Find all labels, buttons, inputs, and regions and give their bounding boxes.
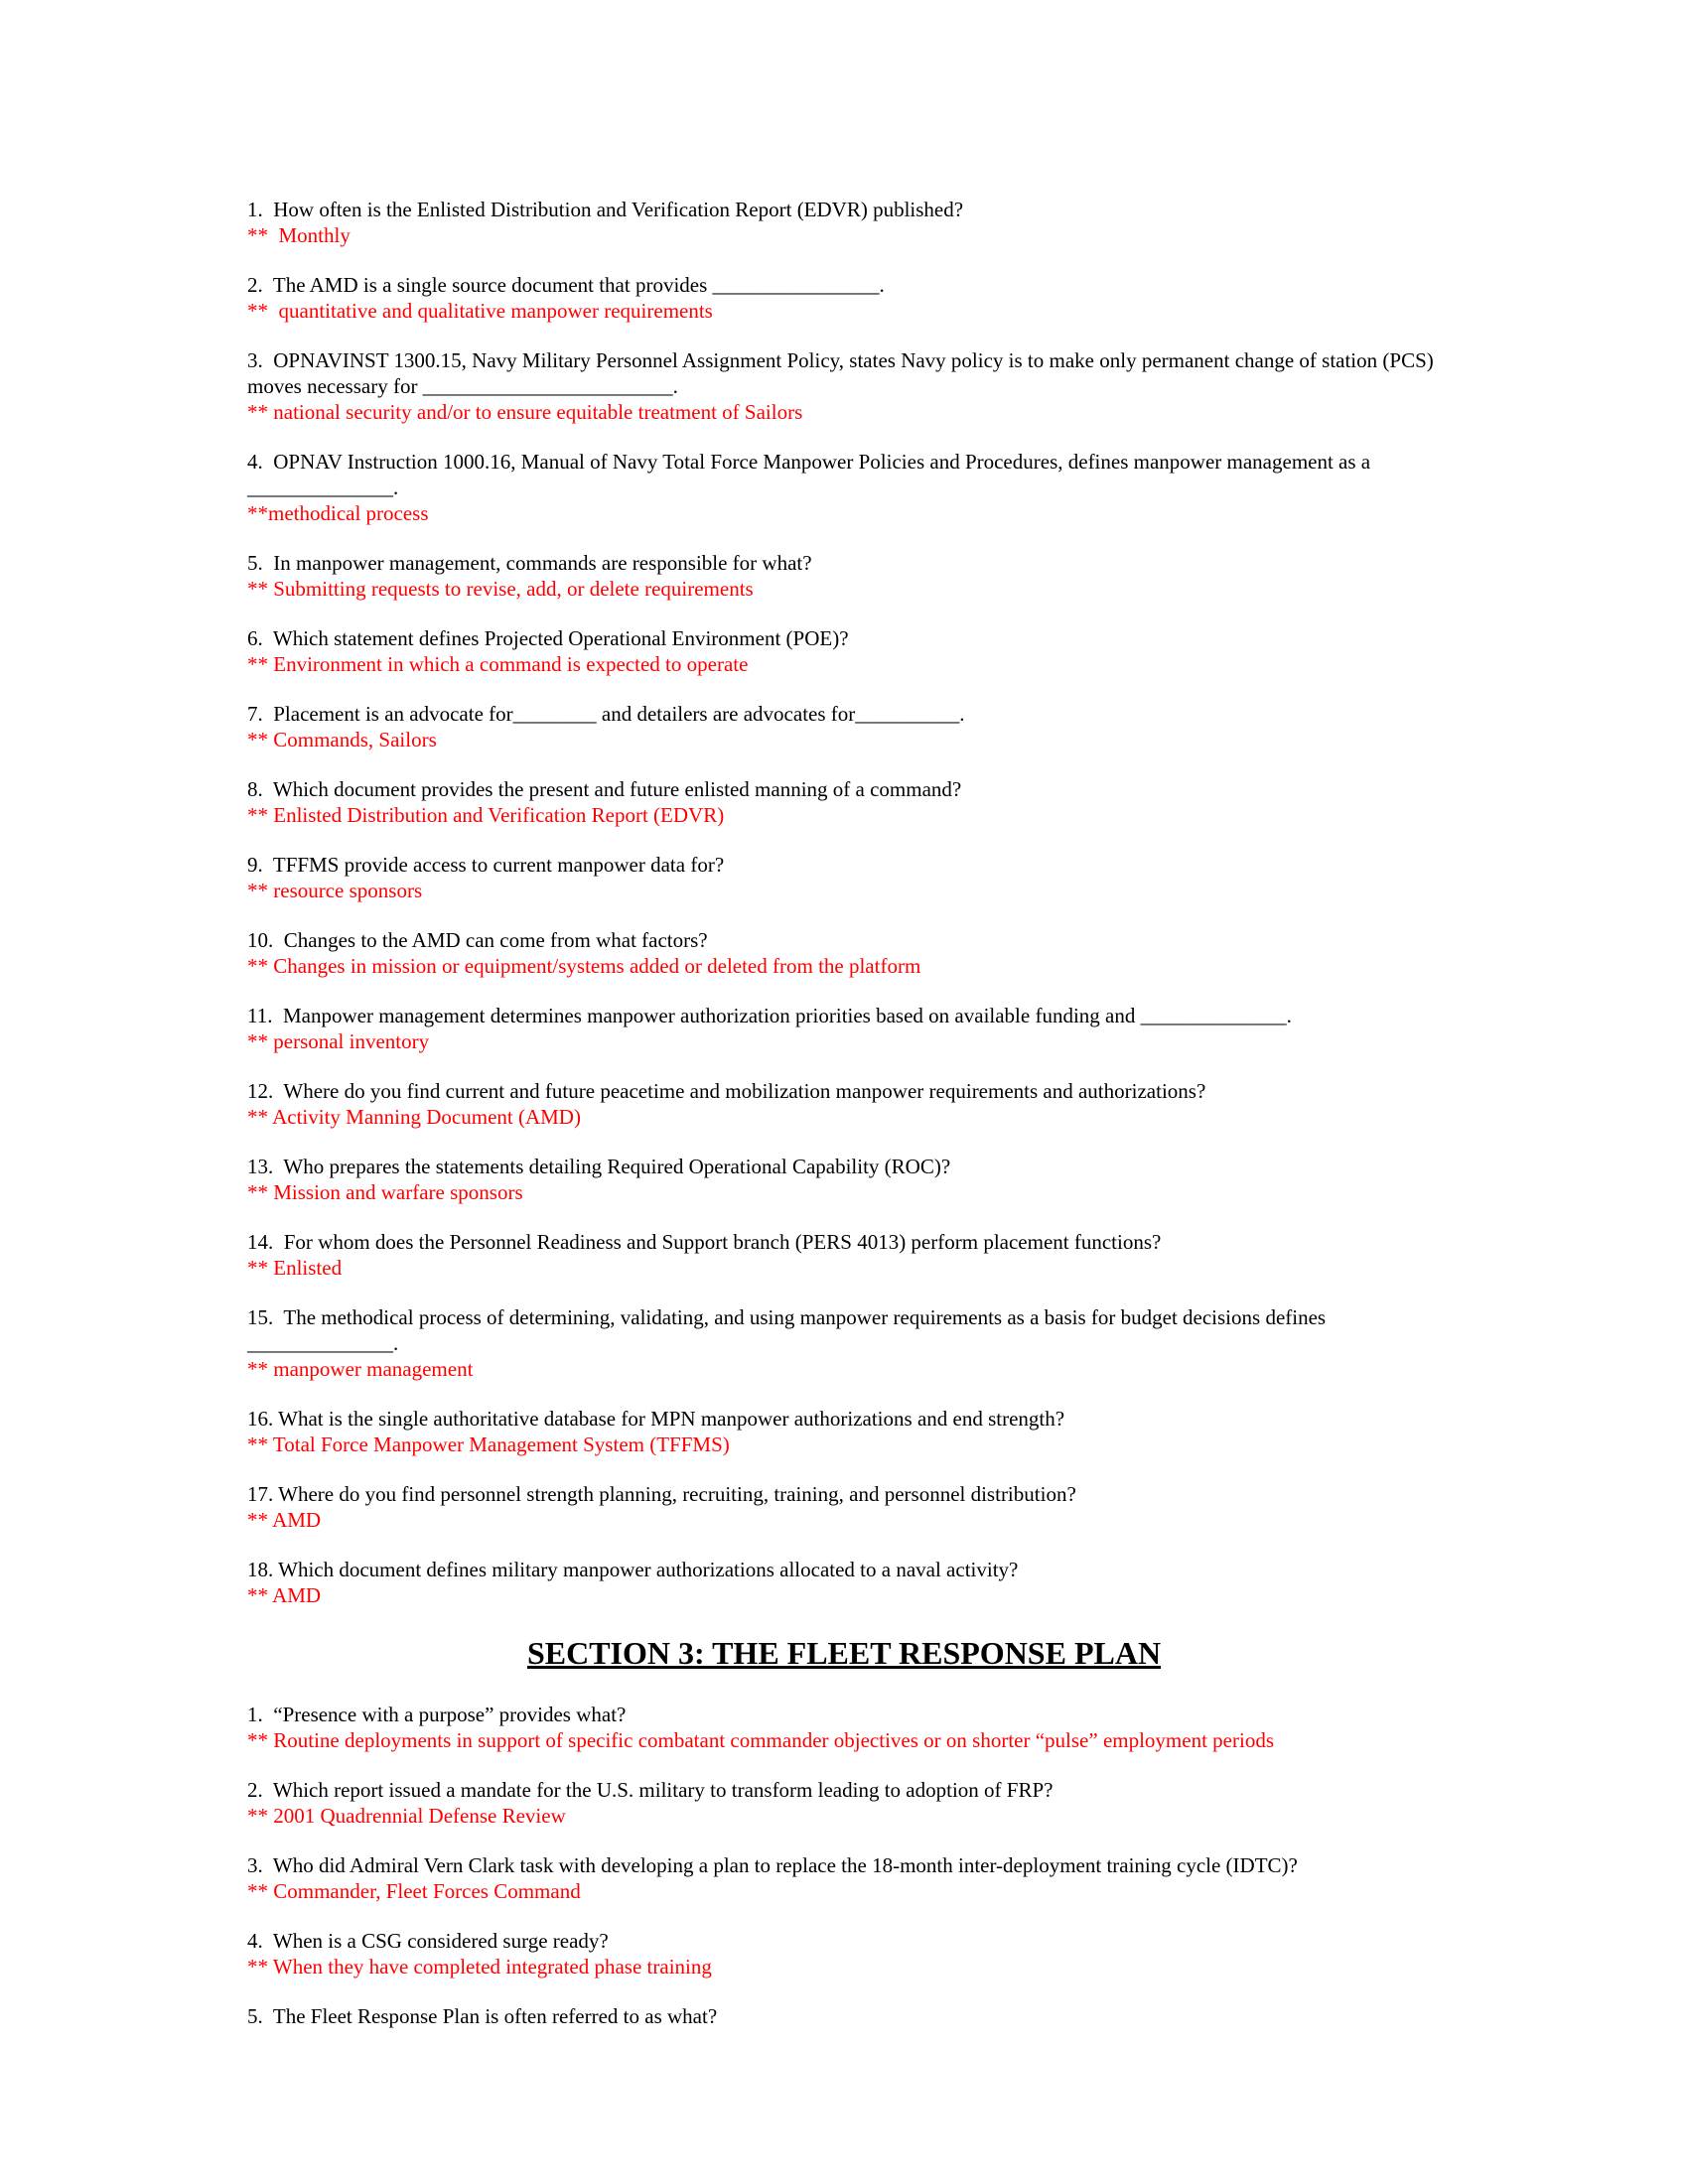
qa-item bbox=[247, 852, 1439, 903]
qa-item bbox=[247, 347, 1439, 425]
answer-text: ** Enlisted Distribution and Verification Report (EDVR) bbox=[247, 803, 725, 827]
question-text: 2. The AMD is a single source document that provides ________________. bbox=[247, 273, 885, 297]
qa-item bbox=[247, 701, 1439, 752]
question-text: 4. When is a CSG considered surge ready? bbox=[247, 1929, 609, 1953]
document-content bbox=[247, 197, 1439, 2053]
question-text: 8. Which document provides the present and future enlisted manning of a command? bbox=[247, 777, 962, 801]
answer-text: ** Activity Manning Document (AMD) bbox=[247, 1105, 581, 1129]
question-text: 18. Which document defines military manpower authorizations allocated to a naval activity? bbox=[247, 1558, 1019, 1581]
question-text: 1. “Presence with a purpose” provides what? bbox=[247, 1703, 627, 1726]
answer-text: ** resource sponsors bbox=[247, 879, 423, 902]
question-text: 3. OPNAVINST 1300.15, Navy Military Personnel Assignment Policy, states Navy policy is to make only permanent change of station (PCS) moves necessary for ________________________. bbox=[247, 348, 1439, 398]
qa-item bbox=[247, 1481, 1439, 1533]
section-heading: SECTION 3: THE FLEET RESPONSE PLAN bbox=[526, 1635, 1162, 1671]
qa-item bbox=[247, 1078, 1439, 1130]
answer-text: ** personal inventory bbox=[247, 1029, 430, 1053]
qa-item bbox=[247, 1852, 1439, 1904]
answer-text: ** manpower management bbox=[247, 1357, 474, 1381]
answer-text: **methodical process bbox=[247, 501, 429, 525]
answer-text: ** AMD bbox=[247, 1508, 322, 1532]
answer-text: ** Submitting requests to revise, add, or delete requirements bbox=[247, 577, 754, 601]
qa-item bbox=[247, 1557, 1439, 1608]
answer-text: ** AMD bbox=[247, 1583, 322, 1607]
answer-text: ** Changes in mission or equipment/systems added or deleted from the platform bbox=[247, 954, 921, 978]
answer-text: ** Total Force Manpower Management System (TFFMS) bbox=[247, 1433, 730, 1456]
answer-text: ** Commands, Sailors bbox=[247, 728, 437, 751]
qa-item bbox=[247, 776, 1439, 828]
question-text: 9. TFFMS provide access to current manpower data for? bbox=[247, 853, 725, 877]
question-text: 4. OPNAV Instruction 1000.16, Manual of Navy Total Force Manpower Policies and Procedures, defines manpower management as a ______________. bbox=[247, 450, 1376, 499]
answer-text: ** Commander, Fleet Forces Command bbox=[247, 1879, 581, 1903]
qa-item bbox=[247, 1154, 1439, 1205]
question-text: 11. Manpower management determines manpower authorization priorities based on available funding and ______________. bbox=[247, 1004, 1292, 1027]
qa-item bbox=[247, 927, 1439, 979]
answer-text: ** Routine deployments in support of specific combatant commander objectives or on shorter “pulse” employment periods bbox=[247, 1728, 1274, 1752]
qa-item bbox=[247, 1777, 1439, 1829]
qa-item bbox=[247, 1229, 1439, 1281]
question-text: 15. The methodical process of determining, validating, and using manpower requirements as a basis for budget decisions defines ______________. bbox=[247, 1305, 1332, 1355]
answer-text: ** quantitative and qualitative manpower requirements bbox=[247, 299, 713, 323]
qa-item bbox=[247, 1003, 1439, 1054]
question-text: 3. Who did Admiral Vern Clark task with developing a plan to replace the 18-month inter-deployment training cycle (IDTC)? bbox=[247, 1853, 1298, 1877]
qa-item bbox=[247, 197, 1439, 248]
qa-item bbox=[247, 1702, 1439, 1753]
answer-text: ** Environment in which a command is expected to operate bbox=[247, 652, 749, 676]
qa-item bbox=[247, 2003, 1439, 2029]
qa-item bbox=[247, 272, 1439, 324]
answer-text: ** When they have completed integrated phase training bbox=[247, 1955, 712, 1979]
answer-text: ** national security and/or to ensure equitable treatment of Sailors bbox=[247, 400, 803, 424]
answer-text: ** Monthly bbox=[247, 223, 351, 247]
question-text: 1. How often is the Enlisted Distribution and Verification Report (EDVR) published? bbox=[247, 198, 964, 221]
question-text: 7. Placement is an advocate for________ and detailers are advocates for__________. bbox=[247, 702, 965, 726]
question-text: 10. Changes to the AMD can come from what factors? bbox=[247, 928, 708, 952]
question-text: 14. For whom does the Personnel Readiness and Support branch (PERS 4013) perform placement functions? bbox=[247, 1230, 1162, 1254]
question-text: 2. Which report issued a mandate for the U.S. military to transform leading to adoption of FRP? bbox=[247, 1778, 1054, 1802]
answer-text: ** 2001 Quadrennial Defense Review bbox=[247, 1804, 566, 1828]
qa-item bbox=[247, 550, 1439, 602]
answer-text: ** Enlisted bbox=[247, 1256, 343, 1280]
qa-item bbox=[247, 625, 1439, 677]
question-text: 13. Who prepares the statements detailing Required Operational Capability (ROC)? bbox=[247, 1155, 951, 1178]
qa-item bbox=[247, 1928, 1439, 1979]
question-text: 12. Where do you find current and future peacetime and mobilization manpower requirements and authorizations? bbox=[247, 1079, 1206, 1103]
question-list-section-3 bbox=[247, 1702, 1439, 2029]
answer-text: ** Mission and warfare sponsors bbox=[247, 1180, 523, 1204]
question-text: 17. Where do you find personnel strength planning, recruiting, training, and personnel distribution? bbox=[247, 1482, 1076, 1506]
question-list-section-2 bbox=[247, 197, 1439, 1608]
qa-item bbox=[247, 1406, 1439, 1457]
question-text: 16. What is the single authoritative database for MPN manpower authorizations and end strength? bbox=[247, 1407, 1065, 1431]
question-text: 5. The Fleet Response Plan is often referred to as what? bbox=[247, 2004, 718, 2028]
question-text: 6. Which statement defines Projected Operational Environment (POE)? bbox=[247, 626, 849, 650]
qa-item bbox=[247, 1304, 1439, 1382]
qa-item bbox=[247, 449, 1439, 526]
question-text: 5. In manpower management, commands are responsible for what? bbox=[247, 551, 812, 575]
